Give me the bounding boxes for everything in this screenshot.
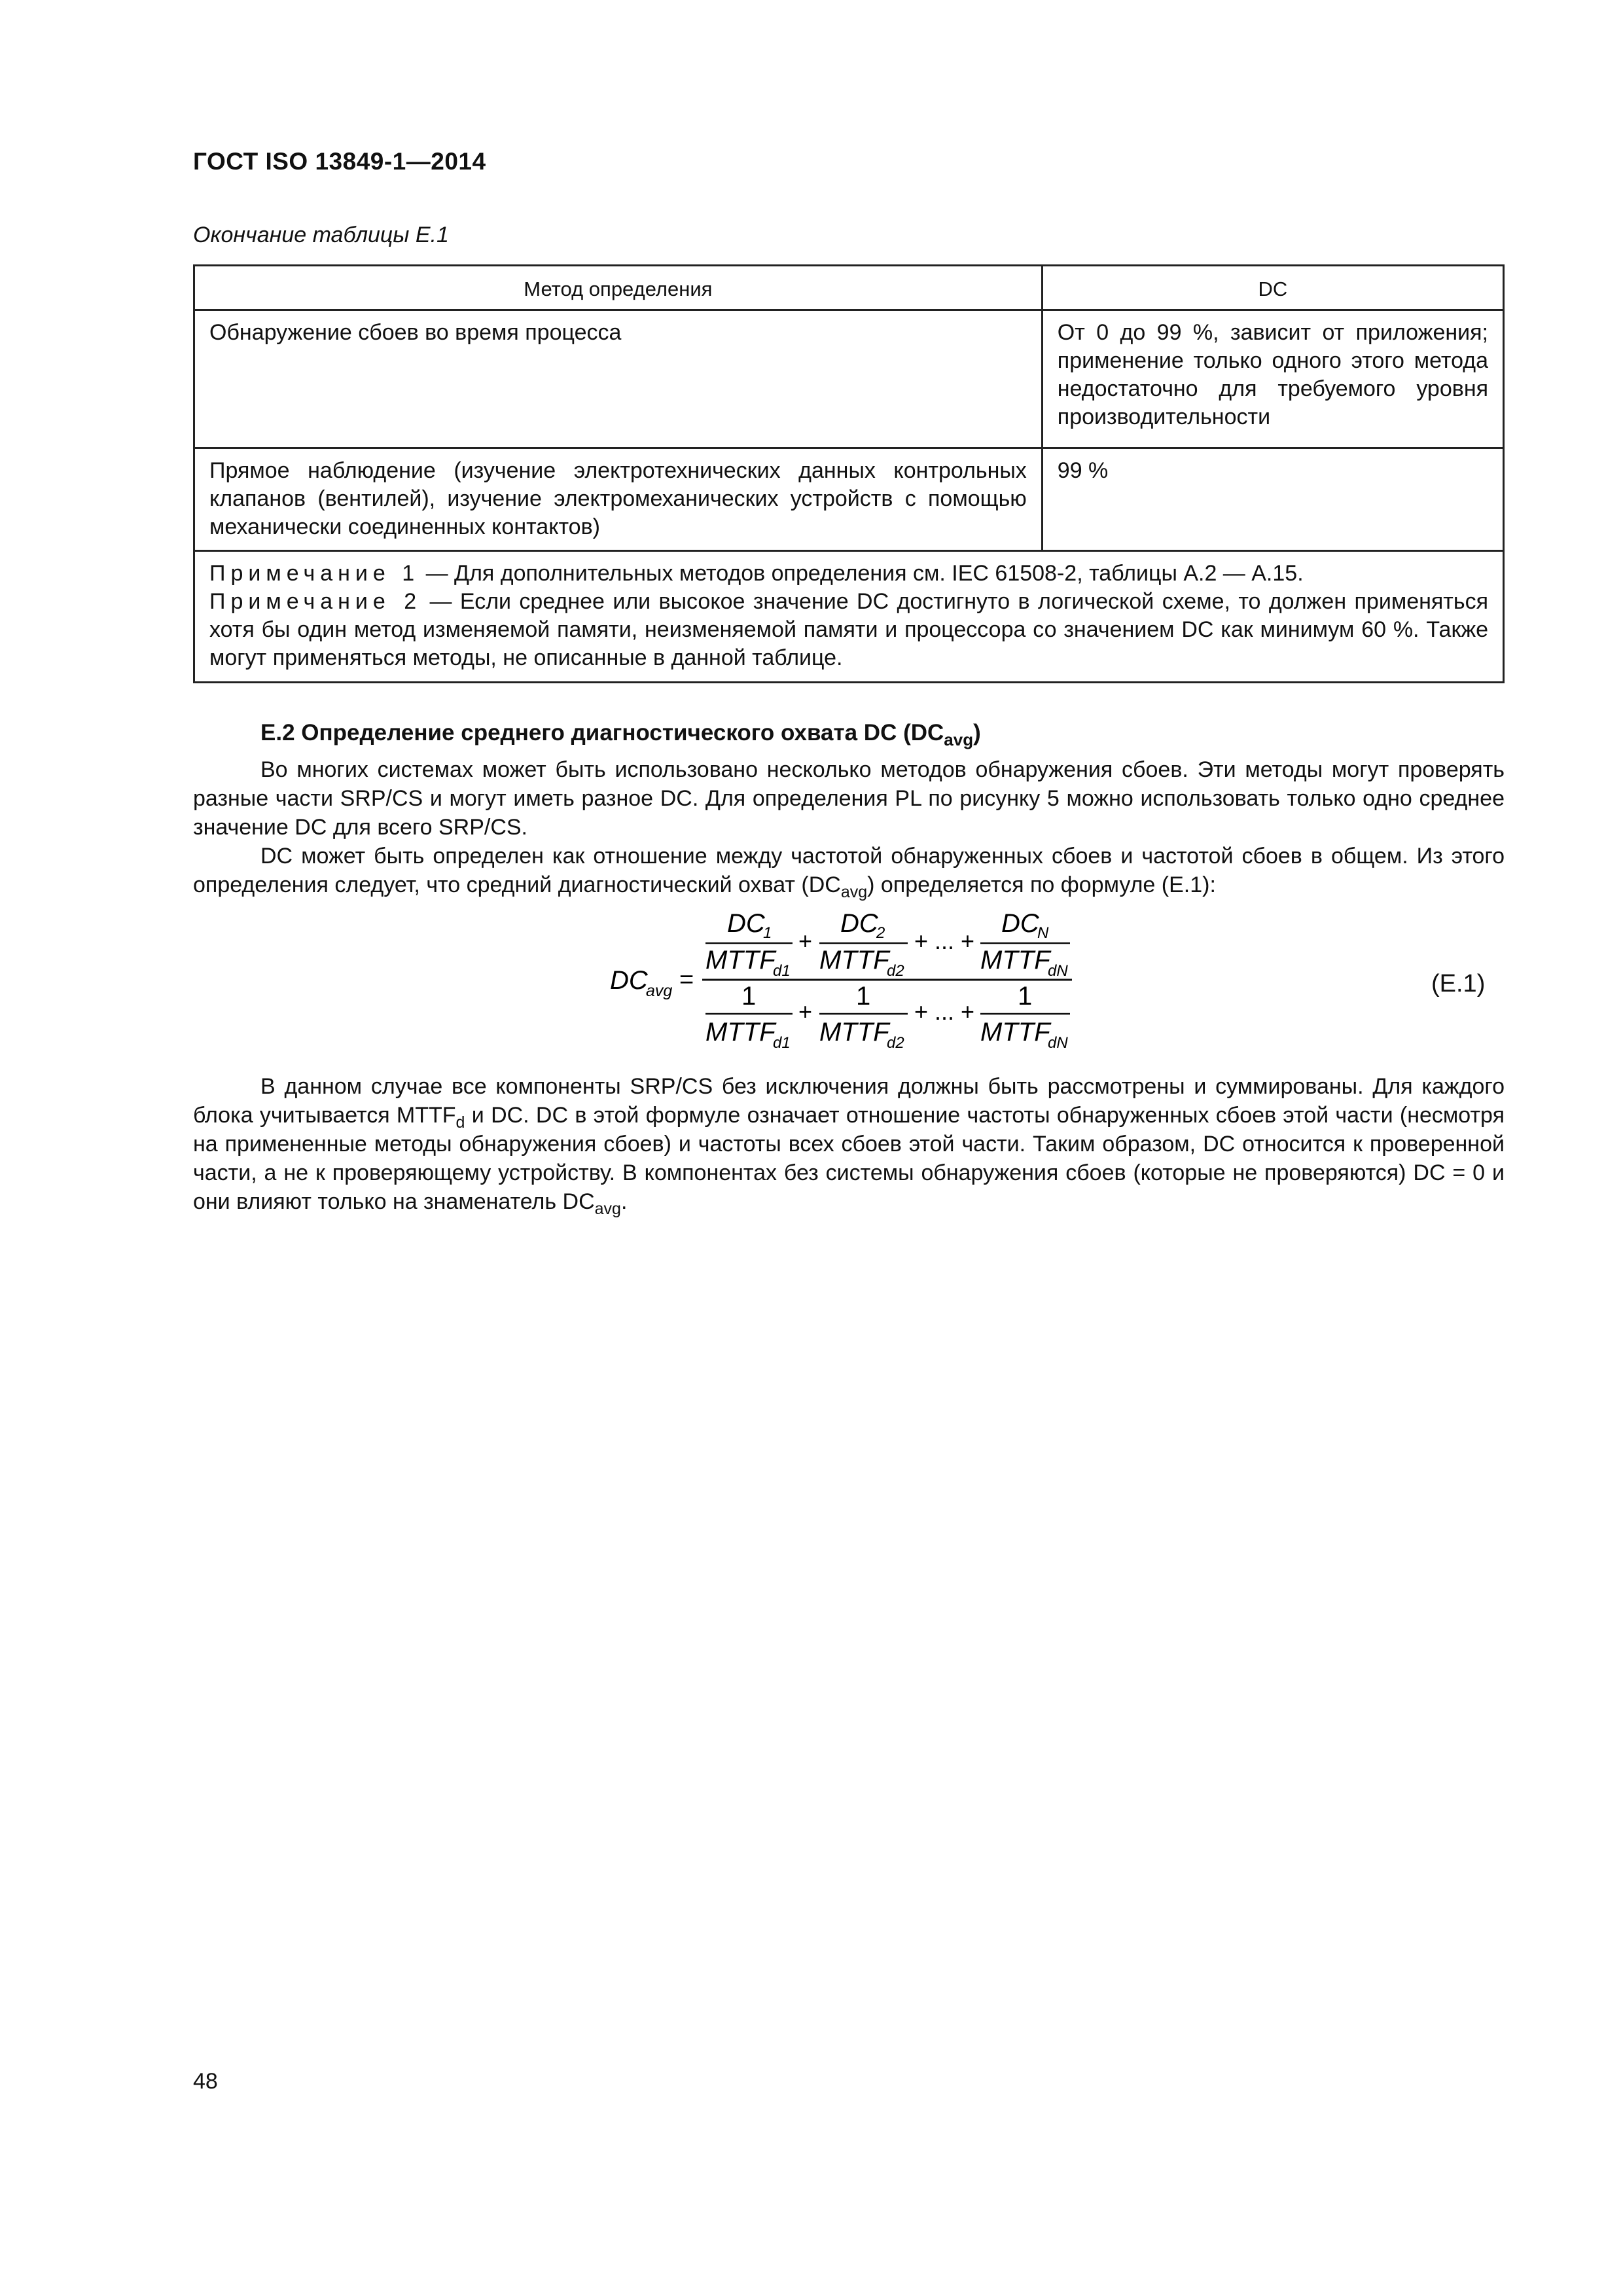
num-ellipsis: + ... + [914,927,975,954]
table-row [194,310,1504,448]
dc-cell: От 0 до 99 %, зависит от приложения; применение только одного этого метода недостаточно для требуемого уровня производительности [1042,310,1503,448]
den-plus-1: + [798,998,813,1025]
num-mttf-1: MTTF [705,946,776,975]
den-mttf-sub-n: dN [1048,1034,1068,1052]
den-mttf-sub-2: d2 [887,1034,904,1052]
methods-table [193,264,1505,683]
num-plus-1: + [798,927,813,954]
note-label: Примечание 1 [209,561,420,586]
den-one-2: 1 [856,982,871,1011]
table-caption: Окончание таблицы Е.1 [193,223,449,247]
dc-cell: 99 % [1042,448,1503,551]
num-dc-sub-n: N [1037,924,1049,942]
section-title: Е.2 Определение среднего диагностического охвата DC $(DC_{avg})$ [260,720,981,749]
num-dc-sub-1: 1 [763,924,772,942]
den-mttf-sub-1: d1 [773,1034,791,1052]
method-cell: Обнаружение сбоев во время процесса [194,310,1043,448]
num-mttf-sub-n: dN [1048,962,1068,980]
num-dc-2: DC [840,909,878,938]
equation-number: (Е.1) [1431,970,1486,997]
num-dc-n: DC [1001,909,1039,938]
den-one-n: 1 [1018,982,1033,1011]
table-row [194,448,1504,551]
paragraph: Во многих системах может быть использовано несколько методов обнаружения сбоев. Эти методы могут проверять разные части SRP/CS и могут иметь разное DC. Для определения PL по рисунку 5 можно использовать только одно среднее значение DC для всего SRP/CS. [193,757,1505,840]
den-mttf-1: MTTF [705,1018,776,1047]
num-mttf-2: MTTF [819,946,889,975]
table-notes-row [194,551,1504,683]
note-text: — Если среднее или высокое значение DC достигнуто в логической схеме, то должен применяться хотя бы один метод изменяемой памяти, неизменяемой памяти и процессора со значением DC как минимум 60 %. Также могут применяться методы, не описанные в данной таблице. [209,589,1488,670]
page-number: 48 [193,2069,218,2094]
formula-equals: = [679,966,694,994]
den-mttf-2: MTTF [819,1018,889,1047]
den-ellipsis: + ... + [914,998,975,1025]
num-dc-1: DC [727,909,765,938]
column-header-dc: DC [1042,266,1503,310]
paragraph: DC может быть определен как отношение между частотой обнаруженных сбоев и частотой сбоев в общем. Из этого определения следует, что средний диагностический охват $(DC_{avg})$ определяется по формуле (Е.1): [193,844,1505,901]
num-mttf-n: MTTF [980,946,1050,975]
table-header-row [194,266,1504,310]
formula-lhs: DC [610,966,648,995]
num-dc-sub-2: 2 [876,924,885,942]
paragraph: В данном случае все компоненты SRP/CS без исключения должны быть рассмотрены и суммированы. Для каждого блока учитывается $MTTF_d$ и DC. DC в этой формуле означает отношение частоты обнаруженных сбоев этой части (несмотря на примененные методы обнаружения сбоев) и частоты всех сбоев этой части. Таким образом, DC относится к проверенной части, а не к проверяющему устройству. В компонентах без системы обнаружения сбоев (которые не проверяются) DC = 0 и они влияют только на знаменатель $DC_{avg}$. [193,1074,1505,1218]
table-note [209,560,1488,588]
num-mttf-sub-1: d1 [773,962,791,980]
method-cell: Прямое наблюдение (изучение электротехнических данных контрольных клапанов (вентилей), изучение электромеханических устройств с помощью механически соединенных контактов) [194,448,1043,551]
note-text: — Для дополнительных методов определения см. IEC 61508-2, таблицы А.2 — А.15. [419,561,1304,586]
den-one-1: 1 [741,982,757,1011]
document-header: ГОСТ ISO 13849-1—2014 [193,148,486,175]
den-mttf-n: MTTF [980,1018,1050,1047]
formula-lhs-sub: avg [646,982,673,1000]
num-mttf-sub-2: d2 [887,962,904,980]
table-note [209,588,1488,672]
column-header-method: Метод определения [194,266,1043,310]
note-label: Примечание 2 [209,589,422,614]
